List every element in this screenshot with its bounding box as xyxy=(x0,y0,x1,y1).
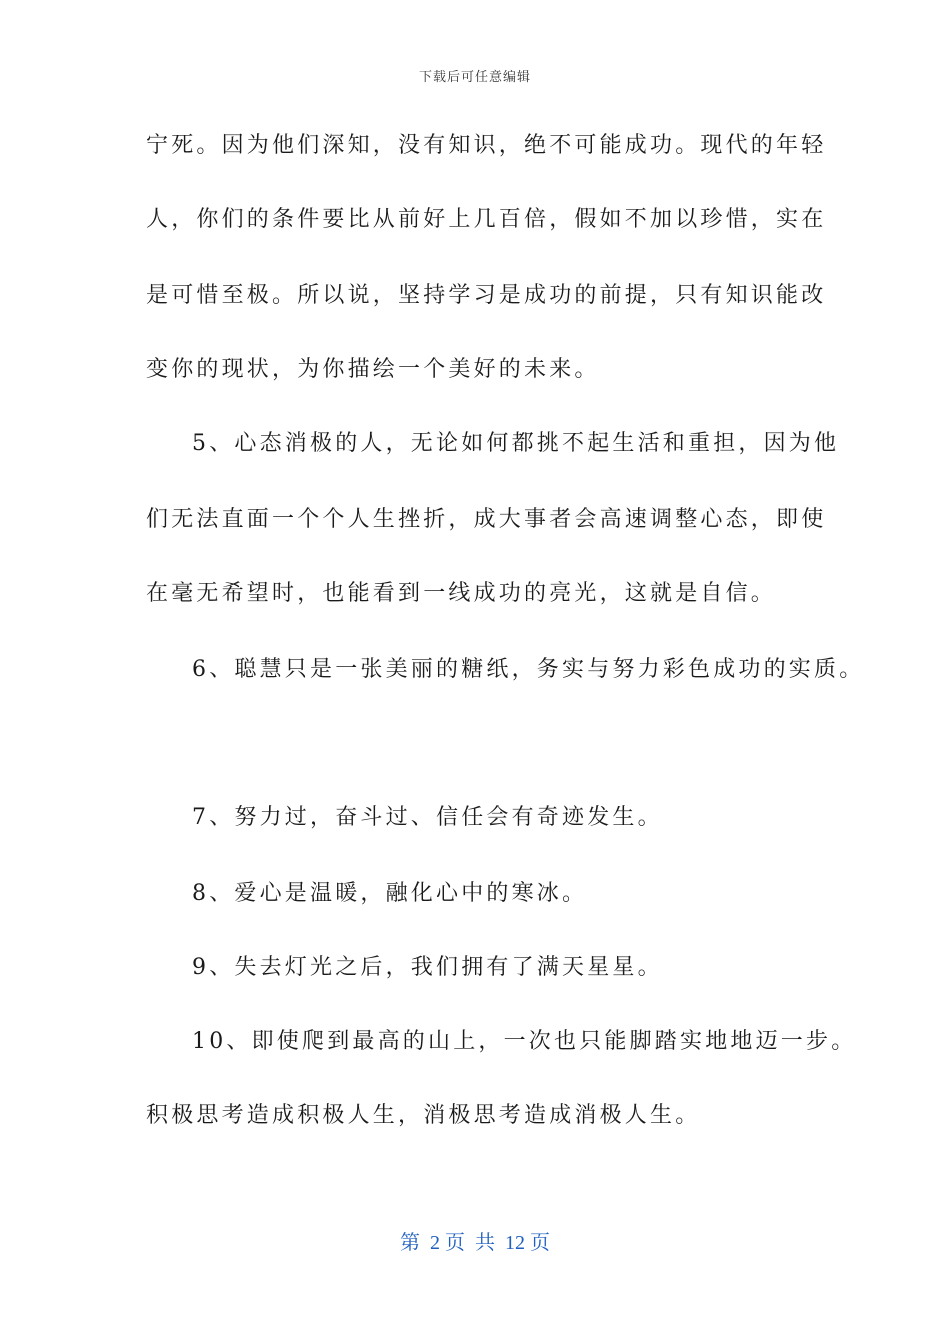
body-line: 人，你们的条件要比从前好上几百倍，假如不加以珍惜，实在 xyxy=(146,207,827,232)
body-line: 积极思考造成积极人生，消极思考造成消极人生。 xyxy=(146,1103,701,1128)
list-item-9: 9、失去灯光之后，我们拥有了满天星星。 xyxy=(192,955,663,980)
body-line: 变你的现状，为你描绘一个美好的未来。 xyxy=(146,357,600,382)
list-item-7: 7、努力过，奋斗过、信任会有奇迹发生。 xyxy=(192,805,663,830)
body-line: 们无法直面一个个人生挫折，成大事者会高速调整心态，即使 xyxy=(146,507,827,532)
body-line: 宁死。因为他们深知，没有知识，绝不可能成功。现代的年轻 xyxy=(146,133,827,158)
page-number-footer: 第 2 页 共 12 页 xyxy=(400,1232,550,1254)
list-item-5: 5、心态消极的人，无论如何都挑不起生活和重担，因为他 xyxy=(192,431,840,456)
body-line: 在毫无希望时，也能看到一线成功的亮光，这就是自信。 xyxy=(146,581,777,606)
list-item-6: 6、聪慧只是一张美丽的糖纸，务实与努力彩色成功的实质。 xyxy=(192,657,865,682)
list-item-8: 8、爱心是温暖，融化心中的寒冰。 xyxy=(192,881,588,906)
list-item-10: 10、即使爬到最高的山上，一次也只能脚踏实地地迈一步。 xyxy=(192,1029,857,1054)
body-line: 是可惜至极。所以说，坚持学习是成功的前提，只有知识能改 xyxy=(146,283,827,308)
page-header: 下载后可任意编辑 xyxy=(418,70,531,85)
